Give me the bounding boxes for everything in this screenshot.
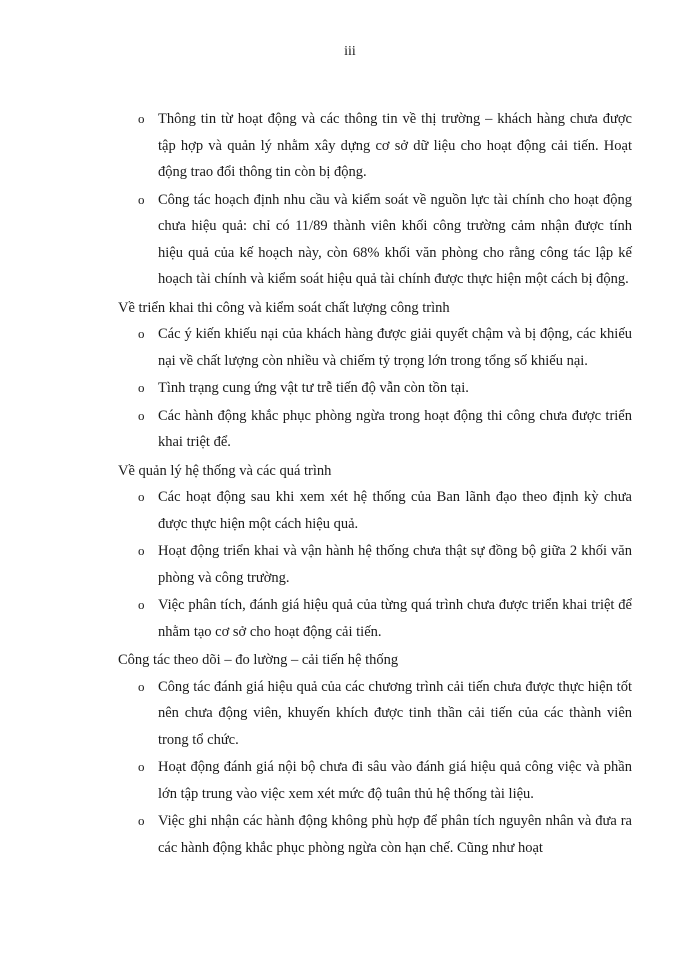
list-item xyxy=(118,808,632,861)
page-number: iii xyxy=(344,44,356,59)
bullet-icon: o xyxy=(138,489,145,504)
section-intro xyxy=(118,106,632,293)
list-item-text: Các hoạt động sau khi xem xét hệ thống của Ban lãnh đạo theo định kỳ chưa được thực hiện một cách hiệu quả. xyxy=(158,489,632,532)
list-item-text: Việc ghi nhận các hành động không phù hợp để phân tích nguyên nhân và đưa ra các hành động khắc phục phòng ngừa còn hạn chế. Cũng như hoạt xyxy=(158,813,632,856)
bullet-icon: o xyxy=(138,813,145,828)
bullet-icon: o xyxy=(138,111,145,126)
section-system-management xyxy=(118,458,632,646)
list-item xyxy=(118,538,632,591)
section-monitoring xyxy=(118,647,632,861)
list-item xyxy=(118,187,632,293)
list-item-text: Công tác đánh giá hiệu quả của các chương trình cải tiến chưa được thực hiện tốt nên chưa động viên, khuyến khích được tinh thần cải tiến của các thành viên trong tổ chức. xyxy=(158,678,632,748)
list-item-text: Hoạt động triển khai và vận hành hệ thống chưa thật sự đồng bộ giữa 2 khối văn phòng và công trường. xyxy=(158,543,632,586)
list-item-text: Các hành động khắc phục phòng ngừa trong hoạt động thi công chưa được triển khai triệt để. xyxy=(158,407,632,450)
bullet-icon: o xyxy=(138,380,145,395)
list-item-text: Hoạt động đánh giá nội bộ chưa đi sâu vào đánh giá hiệu quả công việc và phần lớn tập trung vào việc xem xét mức độ tuân thủ hệ thống tài liệu. xyxy=(158,759,632,802)
bullet-icon: o xyxy=(138,597,145,612)
bullet-icon: o xyxy=(138,759,145,774)
list-item-text: Thông tin từ hoạt động và các thông tin về thị trường – khách hàng chưa được tập hợp và quản lý nhằm xây dựng cơ sở dữ liệu cho hoạt động cải tiến. Hoạt động trao đổi thông tin còn bị động. xyxy=(158,111,632,180)
list-item xyxy=(118,106,632,186)
bullet-icon: o xyxy=(138,191,145,207)
list-item-text: Tình trạng cung ứng vật tư trễ tiến độ vẫn còn tồn tại. xyxy=(158,380,469,396)
bullet-icon: o xyxy=(138,543,145,558)
bullet-icon: o xyxy=(138,678,145,694)
bullet-icon: o xyxy=(138,407,145,423)
bullet-icon: o xyxy=(138,326,145,341)
list-item-text: Công tác hoạch định nhu cầu và kiểm soát về nguồn lực tài chính cho hoạt động chưa hiệu quả: chỉ có 11/89 thành viên khối công trường cảm nhận được tính hiệu quả của kế hoạch này, còn 68% khối văn phòng cho rằng công tác lập kế hoạch tài chính và kiểm soát hiệu quả tài chính được thực hiện một cách bị động. xyxy=(158,191,632,287)
list-item xyxy=(118,375,632,402)
section-heading: Về quản lý hệ thống và các quá trình xyxy=(118,462,332,479)
list-item xyxy=(118,674,632,754)
document-body xyxy=(118,106,632,863)
list-item xyxy=(118,321,632,374)
list-item xyxy=(118,484,632,537)
section-heading: Về triển khai thi công và kiểm soát chất lượng công trình xyxy=(118,299,450,316)
list-item xyxy=(118,754,632,807)
list-item xyxy=(118,403,632,456)
list-item-text: Việc phân tích, đánh giá hiệu quả của từng quá trình chưa được triển khai triệt để nhằm tạo cơ sở cho hoạt động cải tiến. xyxy=(158,597,632,640)
list-item xyxy=(118,592,632,645)
list-item-text: Các ý kiến khiếu nại của khách hàng được giải quyết chậm và bị động, các khiếu nại về chất lượng còn nhiều và chiếm tỷ trọng lớn trong tổng số khiếu nại. xyxy=(158,326,632,369)
section-construction xyxy=(118,295,632,456)
section-heading: Công tác theo dõi – đo lường – cải tiến hệ thống xyxy=(118,652,399,668)
